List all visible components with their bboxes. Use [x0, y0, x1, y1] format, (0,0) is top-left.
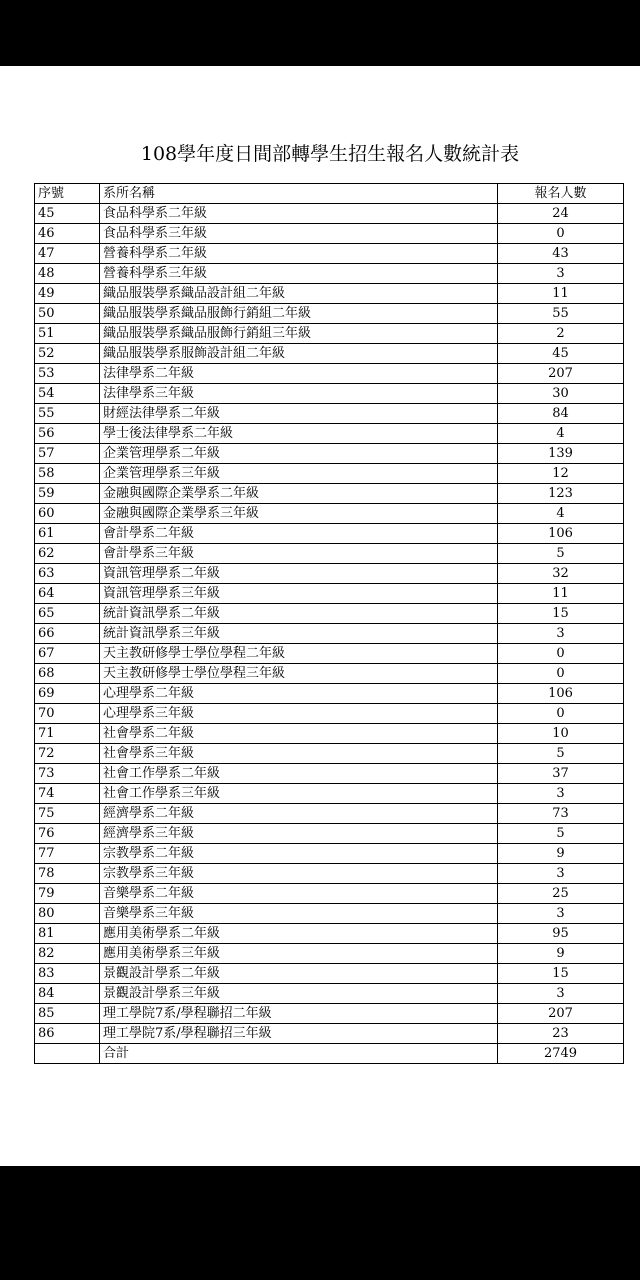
row-count: 4	[498, 424, 624, 444]
row-name: 宗教學系三年級	[100, 864, 498, 884]
total-count: 2749	[498, 1044, 624, 1064]
table-row	[35, 224, 624, 244]
table-row	[35, 484, 624, 504]
row-no: 66	[35, 624, 100, 644]
row-count: 106	[498, 524, 624, 544]
table-row	[35, 284, 624, 304]
table-row	[35, 244, 624, 264]
row-name: 經濟學系二年級	[100, 804, 498, 824]
row-name: 食品科學系二年級	[100, 204, 498, 224]
table-row	[35, 904, 624, 924]
table-row	[35, 544, 624, 564]
row-name: 景觀設計學系三年級	[100, 984, 498, 1004]
row-name: 天主教研修學士學位學程二年級	[100, 644, 498, 664]
table-row	[35, 624, 624, 644]
row-no: 63	[35, 564, 100, 584]
row-no: 62	[35, 544, 100, 564]
row-name: 社會學系三年級	[100, 744, 498, 764]
total-no-cell	[35, 1044, 100, 1064]
row-no: 57	[35, 444, 100, 464]
row-no: 80	[35, 904, 100, 924]
row-no: 49	[35, 284, 100, 304]
row-no: 79	[35, 884, 100, 904]
row-no: 60	[35, 504, 100, 524]
row-no: 77	[35, 844, 100, 864]
row-no: 76	[35, 824, 100, 844]
table-row	[35, 344, 624, 364]
total-label: 合計	[100, 1044, 498, 1064]
row-count: 5	[498, 824, 624, 844]
row-name: 天主教研修學士學位學程三年級	[100, 664, 498, 684]
row-name: 應用美術學系三年級	[100, 944, 498, 964]
row-no: 69	[35, 684, 100, 704]
row-no: 47	[35, 244, 100, 264]
row-count: 43	[498, 244, 624, 264]
row-count: 84	[498, 404, 624, 424]
row-name: 資訊管理學系三年級	[100, 584, 498, 604]
row-count: 4	[498, 504, 624, 524]
table-row	[35, 304, 624, 324]
row-no: 86	[35, 1024, 100, 1044]
row-no: 48	[35, 264, 100, 284]
table-row	[35, 664, 624, 684]
table-row	[35, 424, 624, 444]
row-no: 59	[35, 484, 100, 504]
row-count: 30	[498, 384, 624, 404]
row-name: 資訊管理學系二年級	[100, 564, 498, 584]
header-no: 序號	[35, 184, 100, 204]
table-row	[35, 464, 624, 484]
table-row	[35, 444, 624, 464]
table-row	[35, 804, 624, 824]
row-name: 食品科學系三年級	[100, 224, 498, 244]
table-row	[35, 764, 624, 784]
table-row	[35, 264, 624, 284]
row-count: 3	[498, 904, 624, 924]
row-count: 3	[498, 864, 624, 884]
row-count: 15	[498, 964, 624, 984]
table-row	[35, 324, 624, 344]
document-page	[0, 66, 640, 1166]
row-no: 53	[35, 364, 100, 384]
row-name: 應用美術學系二年級	[100, 924, 498, 944]
table-row	[35, 824, 624, 844]
table-row	[35, 1004, 624, 1024]
row-count: 123	[498, 484, 624, 504]
row-name: 法律學系三年級	[100, 384, 498, 404]
table-row	[35, 504, 624, 524]
row-no: 83	[35, 964, 100, 984]
registration-table	[34, 183, 624, 1064]
row-count: 0	[498, 644, 624, 664]
row-count: 5	[498, 544, 624, 564]
row-no: 78	[35, 864, 100, 884]
row-no: 73	[35, 764, 100, 784]
row-no: 55	[35, 404, 100, 424]
row-no: 46	[35, 224, 100, 244]
table-row	[35, 844, 624, 864]
row-name: 營養科學系二年級	[100, 244, 498, 264]
row-count: 207	[498, 364, 624, 384]
table-row	[35, 204, 624, 224]
table-row	[35, 704, 624, 724]
row-no: 68	[35, 664, 100, 684]
row-count: 5	[498, 744, 624, 764]
row-name: 法律學系二年級	[100, 364, 498, 384]
row-count: 37	[498, 764, 624, 784]
row-no: 70	[35, 704, 100, 724]
row-name: 企業管理學系三年級	[100, 464, 498, 484]
row-name: 學士後法律學系二年級	[100, 424, 498, 444]
row-name: 理工學院7系/學程聯招三年級	[100, 1024, 498, 1044]
row-name: 理工學院7系/學程聯招二年級	[100, 1004, 498, 1024]
row-count: 207	[498, 1004, 624, 1024]
header-count: 報名人數	[498, 184, 624, 204]
row-count: 55	[498, 304, 624, 324]
row-count: 0	[498, 704, 624, 724]
table-row	[35, 364, 624, 384]
row-no: 54	[35, 384, 100, 404]
table-row	[35, 884, 624, 904]
row-name: 心理學系二年級	[100, 684, 498, 704]
table-row	[35, 524, 624, 544]
header-name: 系所名稱	[100, 184, 498, 204]
row-count: 12	[498, 464, 624, 484]
document-title: 108學年度日間部轉學生招生報名人數統計表	[140, 143, 520, 165]
table-row	[35, 384, 624, 404]
row-no: 52	[35, 344, 100, 364]
table-row	[35, 864, 624, 884]
row-count: 32	[498, 564, 624, 584]
row-count: 10	[498, 724, 624, 744]
table-row	[35, 924, 624, 944]
row-count: 24	[498, 204, 624, 224]
table-row	[35, 564, 624, 584]
row-name: 織品服裝學系織品服飾行銷組二年級	[100, 304, 498, 324]
row-name: 社會工作學系三年級	[100, 784, 498, 804]
row-count: 11	[498, 284, 624, 304]
row-count: 23	[498, 1024, 624, 1044]
row-count: 2	[498, 324, 624, 344]
table-header-row	[35, 184, 624, 204]
row-name: 會計學系三年級	[100, 544, 498, 564]
table-row	[35, 944, 624, 964]
row-name: 音樂學系三年級	[100, 904, 498, 924]
row-count: 0	[498, 664, 624, 684]
table-row	[35, 404, 624, 424]
row-count: 25	[498, 884, 624, 904]
row-name: 統計資訊學系二年級	[100, 604, 498, 624]
row-no: 45	[35, 204, 100, 224]
row-count: 45	[498, 344, 624, 364]
row-count: 0	[498, 224, 624, 244]
row-no: 61	[35, 524, 100, 544]
row-no: 51	[35, 324, 100, 344]
table-row	[35, 684, 624, 704]
row-name: 經濟學系三年級	[100, 824, 498, 844]
row-no: 50	[35, 304, 100, 324]
table-row	[35, 984, 624, 1004]
row-no: 82	[35, 944, 100, 964]
row-count: 9	[498, 844, 624, 864]
row-no: 71	[35, 724, 100, 744]
row-count: 95	[498, 924, 624, 944]
row-no: 58	[35, 464, 100, 484]
row-name: 營養科學系三年級	[100, 264, 498, 284]
row-count: 3	[498, 264, 624, 284]
row-name: 統計資訊學系三年級	[100, 624, 498, 644]
row-name: 企業管理學系二年級	[100, 444, 498, 464]
row-name: 音樂學系二年級	[100, 884, 498, 904]
table-row	[35, 644, 624, 664]
row-name: 織品服裝學系織品服飾行銷組三年級	[100, 324, 498, 344]
row-count: 106	[498, 684, 624, 704]
row-count: 3	[498, 984, 624, 1004]
row-name: 宗教學系二年級	[100, 844, 498, 864]
row-name: 織品服裝學系服飾設計組二年級	[100, 344, 498, 364]
table-row	[35, 724, 624, 744]
row-no: 81	[35, 924, 100, 944]
row-count: 139	[498, 444, 624, 464]
row-no: 74	[35, 784, 100, 804]
row-count: 3	[498, 624, 624, 644]
row-name: 金融與國際企業學系二年級	[100, 484, 498, 504]
table-row	[35, 1024, 624, 1044]
row-count: 11	[498, 584, 624, 604]
row-no: 72	[35, 744, 100, 764]
row-no: 84	[35, 984, 100, 1004]
row-no: 67	[35, 644, 100, 664]
row-no: 56	[35, 424, 100, 444]
table-row	[35, 604, 624, 624]
row-no: 75	[35, 804, 100, 824]
table-row	[35, 584, 624, 604]
row-count: 73	[498, 804, 624, 824]
row-count: 15	[498, 604, 624, 624]
row-name: 社會學系二年級	[100, 724, 498, 744]
table-body	[35, 204, 624, 1044]
row-name: 社會工作學系二年級	[100, 764, 498, 784]
row-no: 64	[35, 584, 100, 604]
row-name: 心理學系三年級	[100, 704, 498, 724]
row-name: 會計學系二年級	[100, 524, 498, 544]
row-name: 金融與國際企業學系三年級	[100, 504, 498, 524]
row-name: 財經法律學系二年級	[100, 404, 498, 424]
row-count: 9	[498, 944, 624, 964]
row-no: 65	[35, 604, 100, 624]
row-name: 織品服裝學系織品設計組二年級	[100, 284, 498, 304]
row-count: 3	[498, 784, 624, 804]
table-total-row	[35, 1044, 624, 1064]
table-row	[35, 784, 624, 804]
row-name: 景觀設計學系二年級	[100, 964, 498, 984]
table-row	[35, 744, 624, 764]
row-no: 85	[35, 1004, 100, 1024]
table-row	[35, 964, 624, 984]
